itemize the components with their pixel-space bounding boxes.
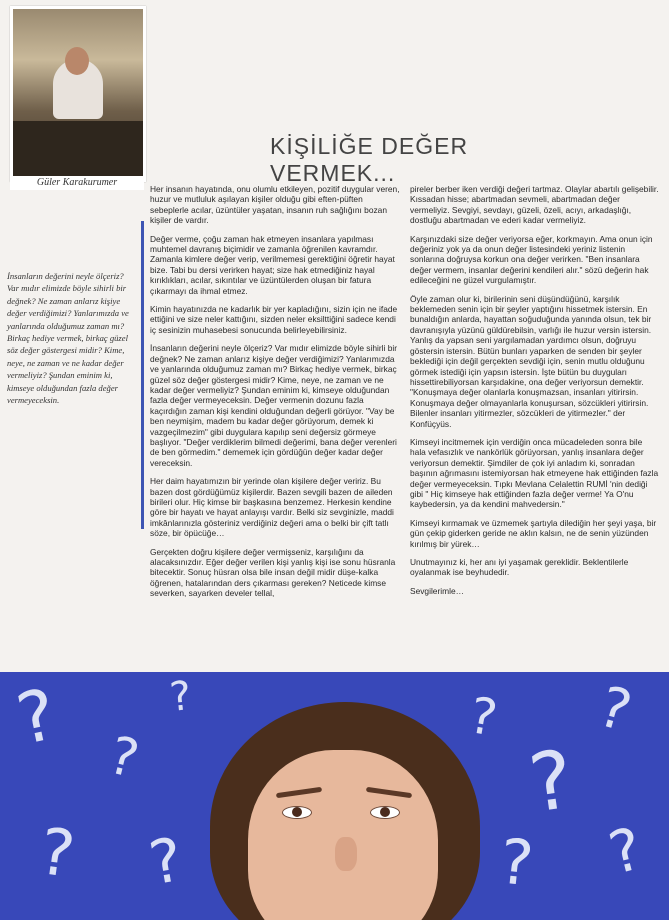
paragraph: Öyle zaman olur ki, birilerinin seni düşündüğünü, karşılık beklemeden senin için bir şeyler yaptığını hissetmek istersin. En bunaldığın anlarda, hayattan soğuduğunda yanında olsun, tek bir davranışıyla yüzünü güldürebilsin, varlığı ile huzur versin istersin. Yanlış da yapsan seni yargılamadan yardımcı olsun, doğruyu göstersin istersin. Bütün bunları yaparken de senden bir şeyler beklediği için değil gerçekten sevdiği için, senin mutlu olduğunu görmek istediği için yapsın istersin. İşte bütün bu duyguları hissettirebiliyorsan karşıdakine, ona değer veriyorsun demektir. "Konuşmaya değer olanlarla konuşmazsan, insanları yitirirsin. Konuşmaya değer olmayanlarla konuşursan, sözcükleri yitirirsin. Bilenler insanları yitirmezler, sözcükleri de yitirmezler." der Konfüçyüs. xyxy=(410,293,652,429)
column-right xyxy=(410,184,660,604)
hero-image xyxy=(0,672,669,920)
paragraph: Kimseyi incitmemek için verdiğin onca mücadeleden sonra bile hala vefasızlık ve nankörlük görüyorsan, yanlış insanlara değer veriyorsun demektir. Şimdiler de çok iyi anladım ki, sonradan başının ağrımasını istemiyorsan hak etmeyene hak ettiğinden fazla değer vermeyeceksin. Tıpkı Mevlana Celalettin RUMİ 'nin dediği gibi " Hiç kimseye hak ettiğinden fazla değer verme! Ya O'nu kaybedersin, ya da kendini mahvedersin." xyxy=(410,436,659,510)
sidebar-quote: İnsanların değerini neyle ölçeriz? Var mıdır elimizde böyle sihirli bir değnek? Ne zaman anlarız kişiye değer verdiğimizi? Yanlarımızda ve yanlarında olduğumuz zaman mı? Birkaç hediye vermek, birkaç güzel söz değer göstergesi midir? Kime, neye, ne zaman ve ne kadar değer vermeliyiz? Şundan eminim ki, kimseye olduğundan fazla değer vermeyeceksin. xyxy=(7,271,129,406)
question-mark-icon: ? xyxy=(591,674,639,745)
paragraph: Unutmayınız ki, her anı iyi yaşamak gereklidir. Beklentilerle oyalanmak ise beyhudedir. xyxy=(410,557,629,578)
question-mark-icon: ? xyxy=(167,673,194,721)
paragraph: Her daim hayatımızın bir yerinde olan kişilere değer veririz. Bu bazen dost gördüğümüz kişilerdir. Bazen sevgili bazen de aileden birileri olur. Hiç kimse bir başkasına benzemez. Herkesin kendine göre bir hayatı ve hayat anlayışı vardır. Belki siz sevginizle, maddi imkânlarınızla gösteriniz verdiğiniz değeri ama o belki bir çift tatlı söze, bir öpücüğe… xyxy=(150,476,394,539)
paragraph: Değer verme, çoğu zaman hak etmeyen insanlara yapılması muhtemel davranış biçimidir ve zamanla öğrenilen kavramdır. Zamanla kimlere değer verip, verilmemesi gerektiğini öğretir hayat bize. Tabi bu dersi verirken hayat; size hak etmediğiniz hayal kırıklıkları, acılar, sıkıntılar ve üzüntülerden oluşan bir fatura çıkarmayı da ihmal etmez. xyxy=(150,233,395,296)
paragraph: Kimin hayatınızda ne kadarlık bir yer kapladığını, sizin için ne ifade ettiğini ve size neler kattığını, sizden neler eksilttiğini sadece kendi iç sesinizin muhasebesi sonucunda belirleyebilirsiniz. xyxy=(150,304,398,335)
column-left xyxy=(150,184,402,607)
paragraph: pireler berber iken verdiği değeri tartmaz. Olaylar abartılı gelişebilir. Kıssadan hisse; abartmadan sevmeli, abartmadan değer vermeliyiz. Sevgiyi, sevdayı, güzeli, özeli, acıyı, arkadaşlığı, dostluğu abartmadan ve ederi kadar vermeliyiz. xyxy=(410,184,659,226)
hero-eye xyxy=(370,806,400,819)
hero-face xyxy=(248,750,438,920)
accent-rule xyxy=(141,221,144,529)
photo-person-head xyxy=(65,47,89,75)
paragraph: İnsanların değerini neyle ölçeriz? Var mıdır elimizde böyle sihirli bir değnek? Ne zaman anlarız kişiye değer verdiğimizi? Yanlarımızda ve yanlarında olduğumuz zaman mı? Birkaç hediye vermek, birkaç güzel söz değer göstergesi midir? Kime, neye, ne zaman ve ne kadar değer vermeliyiz? Şundan eminim ki, kimseye olduğundan fazla değer vermeyeceksin. Değer vermenin dozunu fazla kaçırdığın zaman kişi kendini olduğundan değerli görüyor. "Vay be ben neymişim, madem bu kadar değer görüyorum, demek ki vazgeçilmezim" gibi duygulara kapılıp seni değersiz görmeye başlıyor. "Değer verdiklerim bilmedi değerimi, bana değer verenleri de ben görmedim." dememek için gördüğün değer kadar değer vereceksin. xyxy=(150,343,398,468)
signature-line: Sevgilerimle… xyxy=(410,585,464,596)
article-title: KİŞİLİĞE DEĞER VERMEK... xyxy=(270,133,469,186)
question-mark-icon: ? xyxy=(103,725,145,791)
paragraph: Gerçekten doğru kişilere değer vermişseniz, karşılığını da alacaksınızdır. Eğer değer verilen kişi yanlış kişi ise sonu hüsranla bitecektir. Sonuç hüsran olsa bile insan değil midir düşe-kalka öğrenen, hatalarından ders çıkarması gereken? Neticede kimse severken, sayarken develer tellal, xyxy=(150,546,396,599)
paragraph: Her insanın hayatında, onu olumlu etkileyen, pozitif duygular veren, huzur ve mutluluk aşılayan kişiler olduğu gibi eften-püften sebeplerle acılar, üzüntüler yaşatan, insanın ruh sağlığını bozan kişiler de vardır. xyxy=(150,184,400,226)
author-photo xyxy=(10,6,146,182)
question-mark-icon: ? xyxy=(523,732,579,831)
question-mark-icon: ? xyxy=(496,824,537,901)
photo-desk xyxy=(13,121,143,181)
hero-nose xyxy=(335,837,357,871)
paragraph: Karşınızdaki size değer veriyorsa eğer, korkmayın. Ama onun için değeriniz yok ya da onun değer listesindeki yeriniz listenin sonlarına doğruysa korkun ona değer verirken. "Ben insanlara değer vermem, insanlar değerini kendileri alır." sözü değerin hak edileceğini ne güzel vurgulamıştır. xyxy=(410,233,653,286)
question-mark-icon: ? xyxy=(144,824,188,900)
question-mark-icon: ? xyxy=(35,814,79,894)
hero-eye xyxy=(282,806,312,819)
question-mark-icon: ? xyxy=(9,673,64,761)
question-mark-icon: ? xyxy=(465,686,502,748)
paragraph: Kimseyi kırmamak ve üzmemek şartıyla dilediğin her şeyi yaşa, bir gün çekip giderken geride ne aklın kalsın, ne de senin yüzünden kırılmış bir yürek… xyxy=(410,517,657,549)
question-mark-icon: ? xyxy=(602,814,649,888)
author-name: Güler Karakurumer xyxy=(10,176,144,190)
